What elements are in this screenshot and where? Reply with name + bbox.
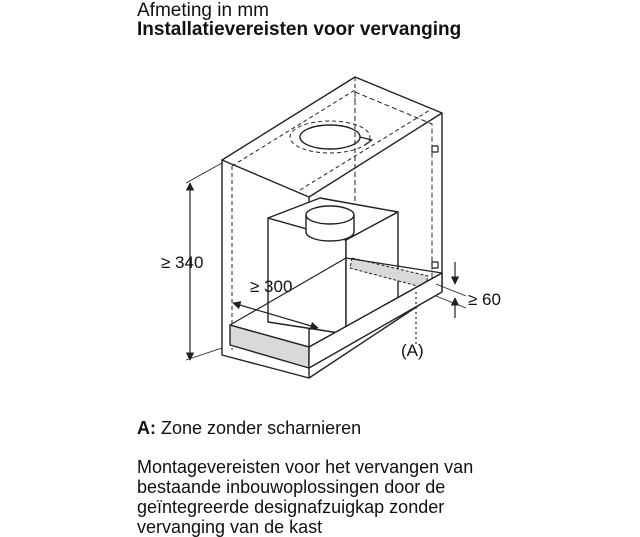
- legend: [137, 417, 361, 439]
- subtitle: Afmeting in mm: [137, 0, 269, 21]
- gap-dim-label: ≥ 60: [468, 290, 501, 309]
- description-line: Montagevereisten voor het vervangen van: [137, 457, 474, 477]
- hinge-hint-bottom: [432, 262, 438, 268]
- description: [137, 457, 607, 537]
- height-dim-label: ≥ 340: [161, 253, 204, 272]
- top-duct-hole: [300, 125, 360, 149]
- top-duct-hole-outer: [290, 121, 370, 153]
- description-line: vervanging van de kast: [137, 517, 323, 537]
- hinge-hint-top: [432, 146, 438, 152]
- description-line: bestaande inbouwoplossingen door de: [137, 477, 446, 497]
- depth-dim-label: ≥ 300: [250, 277, 293, 296]
- hood-duct-rim: [306, 206, 354, 224]
- front-panel: [230, 325, 309, 368]
- description-line: geïntegreerde designafzuigkap zonder: [137, 497, 445, 517]
- legend-text: Zone zonder scharnieren: [161, 418, 362, 438]
- legend-key: A:: [137, 418, 156, 438]
- cabinet-top: [222, 77, 442, 197]
- zone-a-marker: (A): [401, 341, 424, 360]
- page-title: Installatievereisten voor vervanging: [137, 19, 462, 40]
